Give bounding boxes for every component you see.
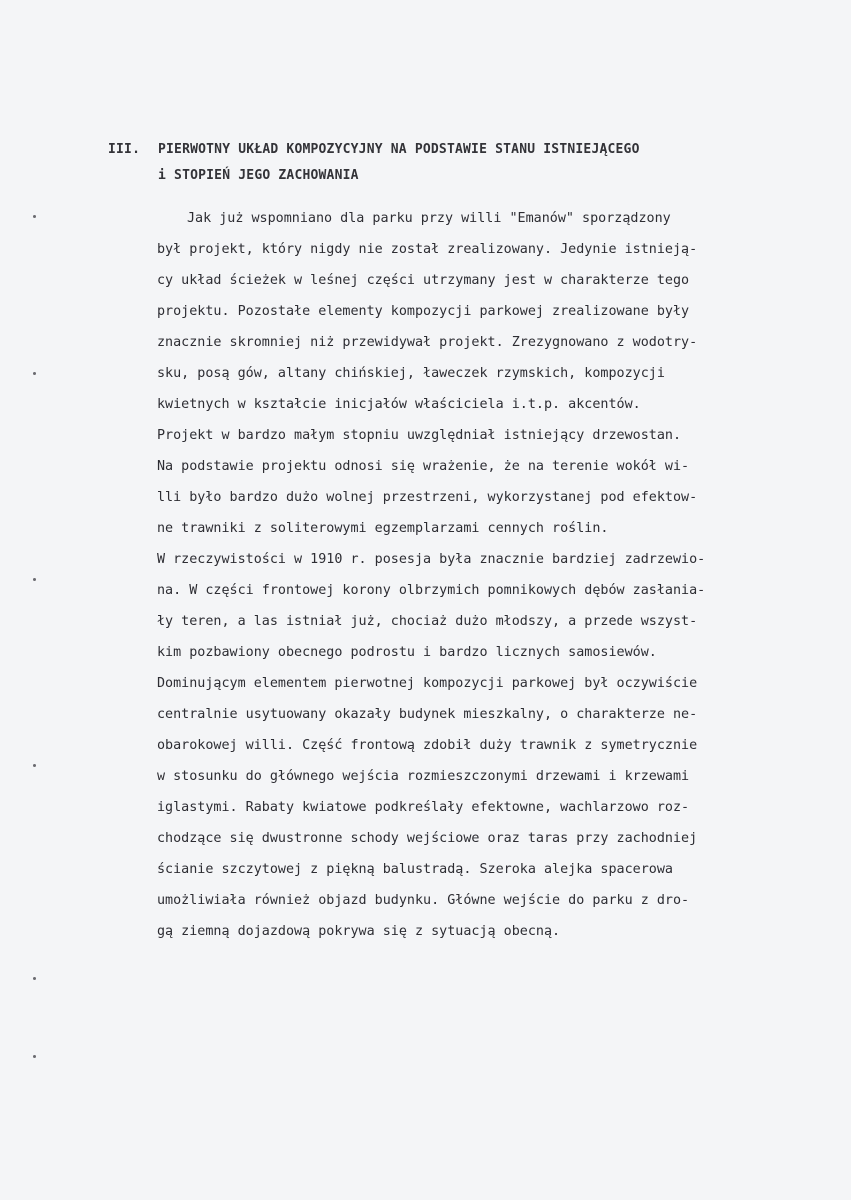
text-line: projektu. Pozostałe elementy kompozycji parkowej zrealizowane były: [157, 304, 690, 319]
heading-title-line-1: PIERWOTNY UKŁAD KOMPOZYCYJNY NA PODSTAWIE STANU ISTNIEJĄCEGO: [158, 142, 640, 157]
text-line: obarokowej willi. Część frontową zdobił duży trawnik z symetrycznie: [157, 738, 698, 753]
text-line: Jak już wspomniano dla parku przy willi "Emanów" sporządzony: [187, 211, 671, 226]
text-line: iglastymi. Rabaty kwiatowe podkreślały efektowne, wachlarzowo roz-: [157, 800, 690, 815]
text-line: ły teren, a las istniał już, chociaż dużo młodszy, a przede wszyst-: [157, 614, 698, 629]
margin-dot: [33, 215, 36, 218]
text-line: w stosunku do głównego wejścia rozmieszczonymi drzewami i krzewami: [157, 769, 690, 784]
text-line: Dominującym elementem pierwotnej kompozycji parkowej był oczywiście: [157, 676, 698, 691]
text-line: kwietnych w kształcie inicjałów właściciela i.t.p. akcentów.: [157, 397, 641, 412]
text-line: cy układ ścieżek w leśnej części utrzymany jest w charakterze tego: [157, 273, 690, 288]
heading-title-line-2: i STOPIEŃ JEGO ZACHOWANIA: [158, 168, 359, 183]
margin-dot: [33, 372, 36, 375]
text-line: kim pozbawiony obecnego podrostu i bardzo licznych samosiewów.: [157, 645, 657, 660]
text-line: gą ziemną dojazdową pokrywa się z sytuacją obecną.: [157, 924, 561, 939]
margin-dot: [33, 977, 36, 980]
margin-dot: [33, 764, 36, 767]
text-line: Projekt w bardzo małym stopniu uwzględniał istniejący drzewostan.: [157, 428, 682, 443]
text-line: ne trawniki z soliterowymi egzemplarzami cennych roślin.: [157, 521, 609, 536]
section-heading: [108, 137, 828, 189]
margin-dot: [33, 578, 36, 581]
text-line: umożliwiała również objazd budynku. Główne wejście do parku z dro-: [157, 893, 690, 908]
text-line: sku, posą gów, altany chińskiej, ławeczek rzymskich, kompozycji: [157, 366, 665, 381]
text-line: lli było bardzo dużo wolnej przestrzeni, wykorzystanej pod efektow-: [157, 490, 698, 505]
text-line: centralnie usytuowany okazały budynek mieszkalny, o charakterze ne-: [157, 707, 698, 722]
text-line: Na podstawie projektu odnosi się wrażenie, że na terenie wokół wi-: [157, 459, 690, 474]
text-line: chodzące się dwustronne schody wejściowe oraz taras przy zachodniej: [157, 831, 698, 846]
margin-dot: [33, 1055, 36, 1058]
body-text: [157, 203, 851, 947]
text-line: ścianie szczytowej z piękną balustradą. Szeroka alejka spacerowa: [157, 862, 673, 877]
section-number: III.: [108, 142, 141, 157]
text-line: był projekt, który nigdy nie został zrealizowany. Jedynie istnieją-: [157, 242, 698, 257]
heading-line-1: [108, 137, 828, 163]
text-line: znacznie skromniej niż przewidywał projekt. Zrezygnowano z wodotry-: [157, 335, 698, 350]
text-line: W rzeczywistości w 1910 r. posesja była znacznie bardziej zadrzewio-: [157, 552, 706, 567]
text-line: na. W części frontowej korony olbrzymich pomnikowych dębów zasłania-: [157, 583, 706, 598]
